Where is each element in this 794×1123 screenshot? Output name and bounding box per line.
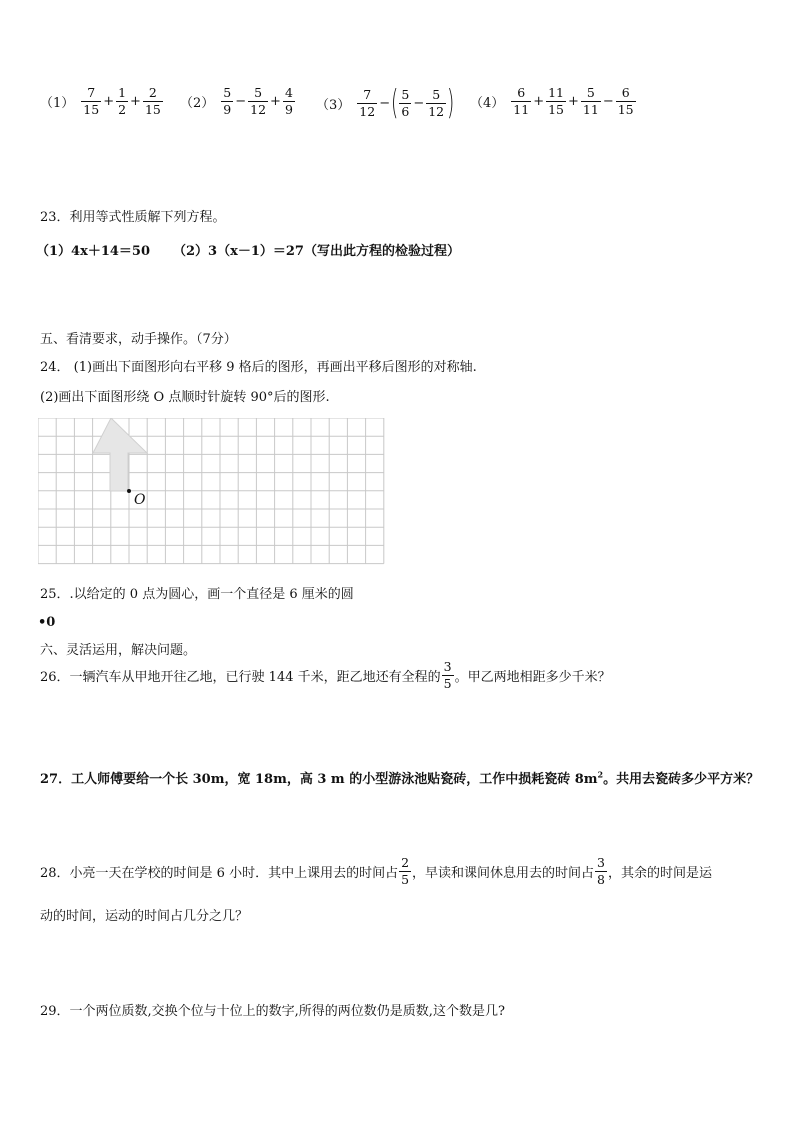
q28-part1: 28．小亮一天在学校的时间是 6 小时．其中上课用去的时间占 — [40, 865, 399, 881]
q26-text-after: 。甲乙两地相距多少千米？ — [454, 669, 611, 685]
q23-part2: （2）3（x－1）＝27（写出此方程的检验过程） — [173, 244, 460, 259]
q28-line2: 动的时间，运动的时间占几分之几？ — [40, 909, 249, 924]
q28-fraction-2: $\frac{3}{8}$ — [597, 855, 605, 887]
q24-line1: 24． (1)画出下面图形向右平移 9 格后的图形，再画出平移后图形的对称轴. — [40, 360, 477, 375]
fraction: $\frac{1}{2}$ — [118, 85, 127, 117]
q28-line1 — [40, 856, 712, 887]
operator: + — [568, 93, 579, 109]
fraction: $\frac{5}{11}$ — [582, 85, 599, 117]
q28-part3: ，其余的时间是运 — [608, 865, 713, 881]
operator: − — [413, 95, 425, 111]
q27-text-after: 。共用去瓷砖多少平方米？ — [603, 772, 760, 787]
q26-fraction: $\frac{3}{5}$ — [443, 659, 452, 691]
q22-item-2 — [180, 86, 296, 117]
item-label: （3） — [316, 97, 351, 113]
left-parenthesis: ( — [391, 83, 399, 123]
item-label: （1） — [40, 95, 75, 111]
fraction: $\frac{11}{15}$ — [548, 85, 564, 117]
operator: + — [103, 93, 115, 109]
fraction: $\frac{5}{12}$ — [250, 85, 267, 117]
q22-expressions — [40, 83, 640, 130]
fraction: $\frac{5}{6}$ — [401, 86, 410, 119]
grid-lines — [38, 418, 384, 564]
q27 — [40, 768, 759, 787]
fraction: $\frac{5}{9}$ — [223, 85, 232, 117]
point-o-label: O — [134, 492, 146, 508]
operator: + — [533, 93, 545, 109]
q24-grid-figure — [38, 418, 388, 566]
fraction: $\frac{7}{12}$ — [359, 86, 376, 119]
operator: − — [379, 95, 391, 111]
q29-text: 29．一个两位质数,交换个位与十位上的数字,所得的两位数仍是质数,这个数是几? — [40, 1004, 505, 1019]
operator: − — [602, 93, 614, 109]
operator: − — [235, 93, 247, 109]
operator: + — [270, 93, 281, 109]
section-6-heading: 六、灵活运用，解决问题。 — [40, 643, 197, 658]
q25-point: •0 — [38, 615, 56, 630]
q22-item-4 — [470, 86, 637, 117]
fraction: $\frac{2}{15}$ — [144, 85, 161, 117]
fraction: $\frac{6}{11}$ — [513, 85, 530, 117]
fraction: $\frac{5}{12}$ — [428, 86, 445, 119]
q24-line2: (2)画出下面图形绕 O 点顺时针旋转 90°后的图形. — [40, 390, 330, 405]
right-parenthesis: ) — [447, 83, 455, 123]
q25-text: 25．.以给定的 0 点为圆心，画一个直径是 6 厘米的圆 — [40, 587, 354, 602]
point-o-marker — [127, 489, 131, 493]
fraction: $\frac{4}{9}$ — [284, 85, 293, 117]
q23-part1: （1）4x＋14＝50 — [36, 244, 151, 259]
q27-superscript: 2 — [597, 769, 604, 780]
q23-title: 23．利用等式性质解下列方程。 — [40, 210, 226, 225]
fraction: $\frac{7}{15}$ — [83, 85, 100, 117]
item-label: （4） — [470, 95, 505, 111]
q26-text-before: 26．一辆汽车从甲地开往乙地，已行驶 144 千米，距乙地还有全程的 — [40, 669, 441, 685]
section-5-heading: 五、看清要求，动手操作。（7分） — [40, 332, 237, 347]
q26 — [40, 660, 611, 691]
operator: + — [130, 93, 141, 109]
q28-part2: ，早读和课间休息用去的时间占 — [412, 865, 595, 881]
q22-item-1 — [40, 86, 164, 117]
q28-fraction-1: $\frac{2}{5}$ — [401, 855, 410, 887]
fraction: $\frac{6}{15}$ — [617, 85, 634, 117]
q22-item-3 — [316, 83, 455, 123]
item-label: （2） — [180, 95, 215, 111]
q27-text-before: 27．工人师傅要给一个长 30m，宽 18m，高 3 m 的小型游泳池贴瓷砖，工作中损耗瓷砖 8m — [40, 772, 598, 787]
